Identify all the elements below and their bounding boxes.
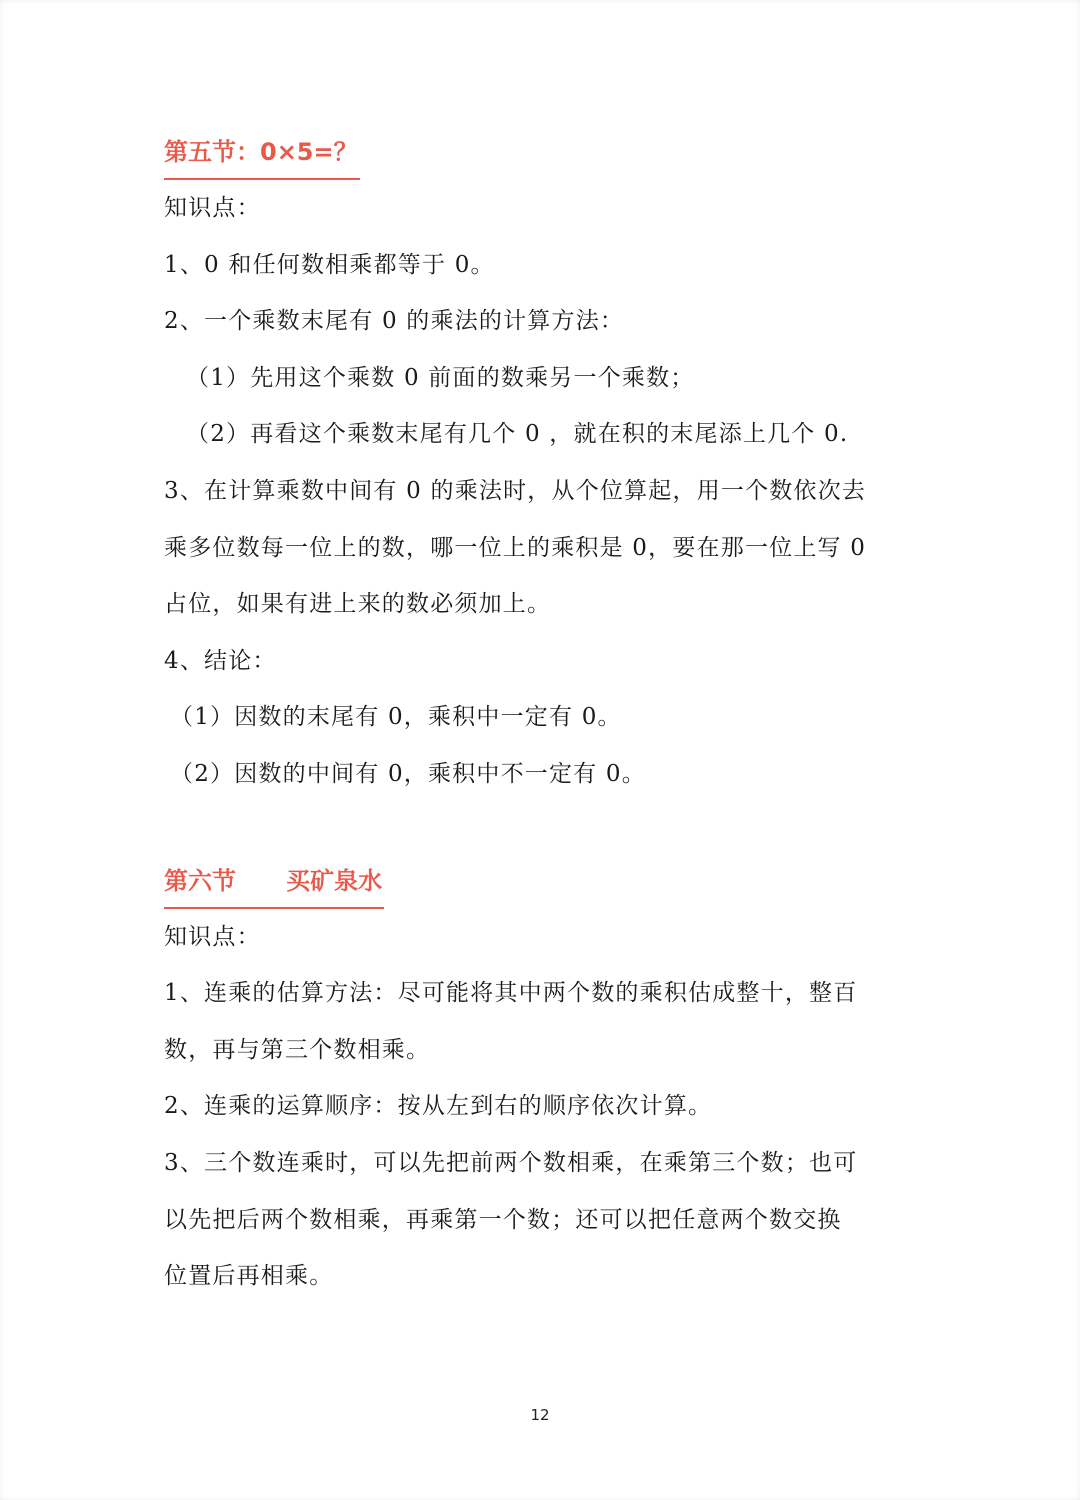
section-5-line-7: 占位，如果有进上来的数必须加上。 [164, 591, 552, 618]
section-5-line-5: 3、在计算乘数中间有 0 的乘法时，从个位算起，用一个数依次去 [164, 477, 867, 504]
section-5-line-6: 乘多位数每一位上的数，哪一位上的乘积是 0，要在那一位上写 0 [164, 534, 867, 561]
section-6 [164, 853, 924, 1305]
page-number: 12 [530, 1406, 550, 1424]
section-6-line-2: 数，再与第三个数相乘。 [164, 1036, 431, 1063]
section-5-line-1: 1、0 和任何数相乘都等于 0。 [164, 251, 495, 278]
section-5-line-2: 2、一个乘数末尾有 0 的乘法的计算方法： [164, 308, 625, 335]
section-gap [164, 803, 924, 853]
section-5-line-9: （1）因数的末尾有 0，乘积中一定有 0。 [170, 704, 622, 731]
section-6-knowledge-label: 知识点： [164, 923, 261, 950]
section-5-line-4: （2）再看这个乘数末尾有几个 0 ，就在积的末尾添上几个 0. [186, 421, 849, 448]
section-5-line-3: （1）先用这个乘数 0 前面的数乘另一个乘数； [186, 364, 695, 391]
section-6-line-4: 3、三个数连乘时，可以先把前两个数相乘，在乘第三个数；也可 [164, 1149, 858, 1176]
section-6-heading: 第六节 买矿泉水 [164, 853, 384, 909]
section-5 [164, 124, 924, 803]
section-5-heading: 第五节：0×5=？ [164, 124, 360, 180]
section-6-line-6: 位置后再相乘。 [164, 1263, 334, 1290]
section-5-knowledge-label: 知识点： [164, 195, 261, 221]
page-content [164, 124, 924, 1305]
section-6-line-5: 以先把后两个数相乘，再乘第一个数；还可以把任意两个数交换 [164, 1206, 842, 1233]
section-5-line-8: 4、结论： [164, 647, 277, 674]
section-5-line-10: （2）因数的中间有 0，乘积中不一定有 0。 [170, 760, 646, 787]
section-6-line-3: 2、连乘的运算顺序：按从左到右的顺序依次计算。 [164, 1093, 713, 1120]
section-6-line-1: 1、连乘的估算方法：尽可能将其中两个数的乘积估成整十，整百 [164, 980, 858, 1007]
